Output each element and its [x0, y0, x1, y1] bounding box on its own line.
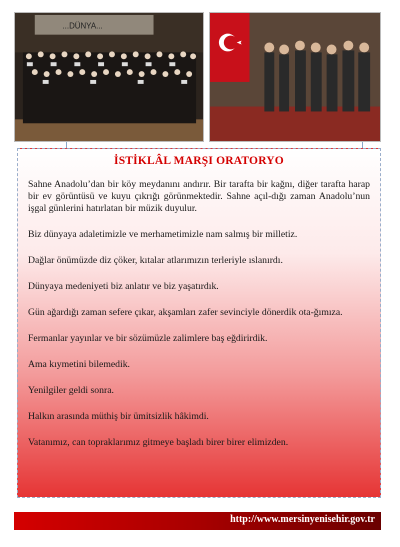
article-paragraph: Sahne Anadolu’dan bir köy meydanını andırır. Bir tarafta bir kağnı, diğer tarafta harap bir ev görüntüsü ve kuyu çıkrığı görünmektedir. Sahne açıl-dığı zaman Anadolu’nun işgal günlerini hatırlatan bir müzik duyulur. — [28, 179, 370, 214]
article-paragraph: Biz dünyaya adaletimizle ve merhametimizle nam salmış bir milletiz. — [28, 229, 298, 240]
footer-url-link[interactable]: http://www.mersinyenisehir.gov.tr — [230, 514, 375, 525]
article-paragraph: Ama kıymetini bilemedik. — [28, 359, 130, 370]
banner-text: ...DÜNYA... — [62, 21, 103, 31]
article-paragraph: Dağlar önümüzde diz çöker, kıtalar atlarımızın terleriyle ıslanırdı. — [28, 255, 283, 266]
audience-illustration — [210, 13, 380, 141]
footer-bar — [14, 512, 381, 530]
choir-photo — [14, 12, 204, 142]
article-paragraph: Gün ağardığı zaman sefere çıkar, akşamları zafer sevinciyle dönerdik ota-ğımıza. — [28, 307, 343, 318]
article-paragraph: Dünyaya medeniyeti biz anlatır ve biz yaşatırdık. — [28, 281, 219, 292]
article-paragraph: Yenilgiler geldi sonra. — [28, 385, 114, 396]
audience-photo — [209, 12, 381, 142]
article-paragraph: Vatanımız, can topraklarımız gitmeye başladı birer birer elimizden. — [28, 437, 289, 448]
article-paragraph: Fermanlar yayınlar ve bir sözümüzle zalimlere baş eğdirirdik. — [28, 333, 268, 344]
article-paragraph: Halkın arasında müthiş bir ümitsizlik hâkimdi. — [28, 411, 209, 422]
choir-illustration — [15, 13, 203, 141]
article-title: İSTİKLÂL MARŞI ORATORYO — [114, 155, 284, 167]
article-panel — [17, 148, 381, 498]
